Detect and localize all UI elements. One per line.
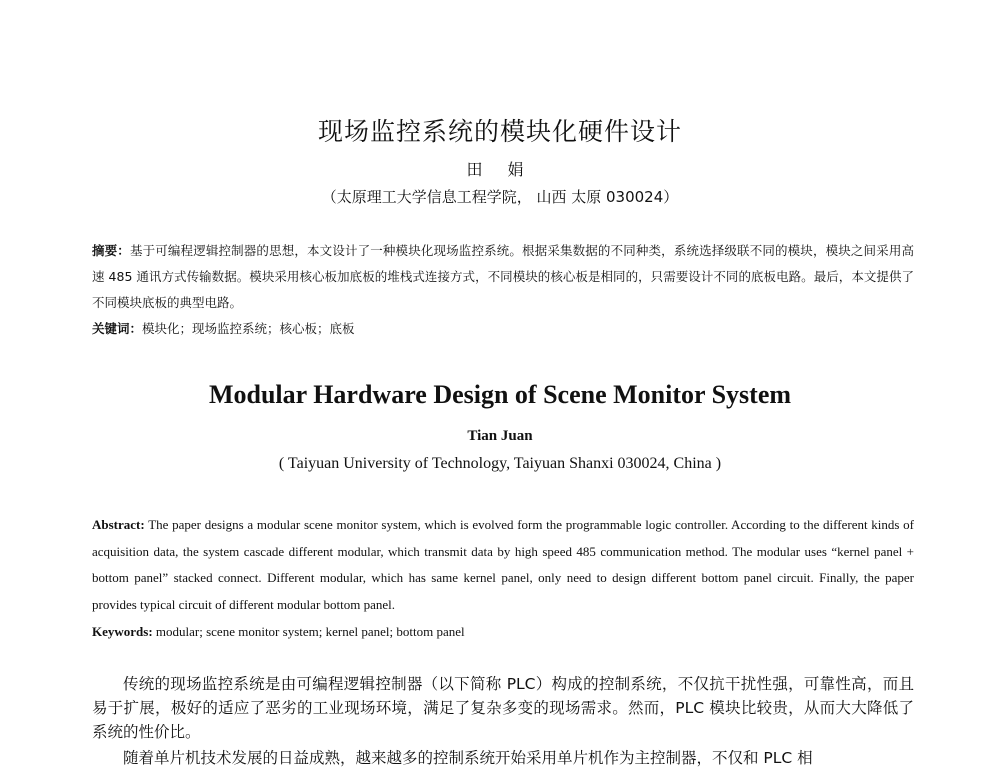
chinese-abstract-text: 基于可编程逻辑控制器的思想，本文设计了一种模块化现场监控系统。根据采集数据的不同种类，系统选择级联不同的模块，模块之间采用高速 485 通讯方式传输数据。模块采用核心板加底板的堆栈式连接方式，不同模块的核心板是相同的，只需要设计不同的底板电路。最后，本文提供了不同模块底板的典型电路。 [92, 243, 914, 310]
chinese-abstract [92, 238, 914, 316]
chinese-title: 现场监控系统的模块化硬件设计 [317, 117, 682, 146]
english-abstract-label: Abstract: [92, 517, 145, 532]
english-affiliation: ( Taiyuan University of Technology, Taiyuan Shanxi 030024, China ) [278, 455, 722, 472]
english-abstract-text: The paper designs a modular scene monitor system, which is evolved form the programmable logic controller. According to the different kinds of acquisition data, the system cascade different modular, which transmit data by high speed 485 communication method. The modular uses “kernel panel + bottom panel” stacked connect. Different modular, which has same kernel panel, only need to design different bottom panel circuit. Finally, the paper provides typical circuit of different modular bottom panel. [92, 517, 915, 612]
chinese-abstract-label: 摘要： [92, 243, 130, 258]
chinese-keywords-text: 模块化；现场监控系统；核心板；底板 [142, 321, 355, 336]
english-keywords [92, 619, 914, 645]
chinese-keywords-label: 关键词： [92, 321, 143, 336]
body-paragraph-2: 随着单片机技术发展的日益成熟，越来越多的控制系统开始采用单片机作为主控制器，不仅和 PLC 相 [123, 749, 813, 767]
english-keywords-label: Keywords: [92, 624, 153, 639]
english-abstract [92, 512, 914, 618]
english-keywords-text: modular; scene monitor system; kernel panel; bottom panel [155, 624, 465, 639]
chinese-author: 田 娟 [466, 160, 534, 179]
chinese-keywords [92, 316, 914, 342]
english-author: Tian Juan [467, 428, 533, 444]
body-paragraph-1: 传统的现场监控系统是由可编程逻辑控制器（以下简称 PLC）构成的控制系统，不仅抗干扰性强，可靠性高，而且易于扩展，极好的适应了恶劣的工业现场环境，满足了复杂多变的现场需求。然而，PLC 模块比较贵，从而大大降低了系统的性价比。 [92, 675, 914, 741]
chinese-affiliation: （太原理工大学信息工程学院， 山西 太原 030024） [321, 188, 679, 206]
english-title: Modular Hardware Design of Scene Monitor System [208, 380, 792, 409]
